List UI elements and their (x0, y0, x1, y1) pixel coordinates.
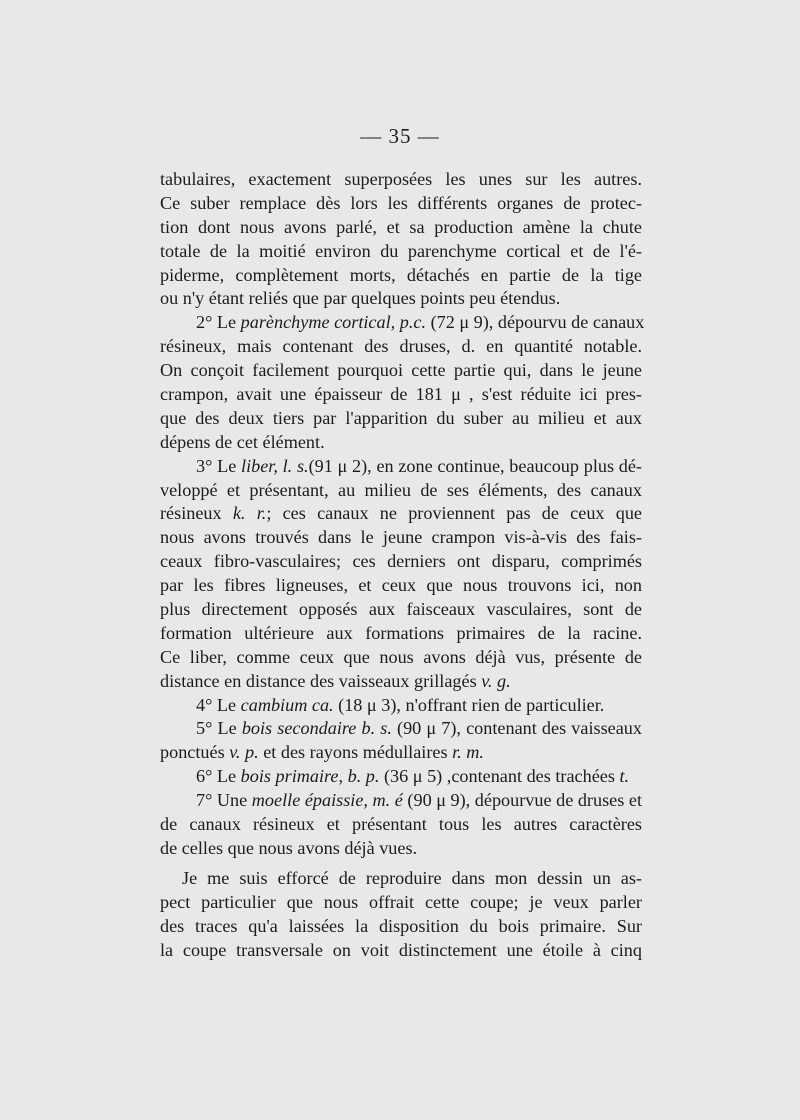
italic-term: r. m. (452, 742, 484, 763)
italic-term: t. (619, 766, 630, 787)
text-run: 4° Le (196, 694, 241, 715)
italic-term: parènchyme cortical, p.c. (240, 312, 427, 333)
text-run: résineux (160, 503, 233, 524)
text-run: (90 μ 7), contenant des vaisseaux (391, 718, 642, 739)
paragraph-bois-primaire (160, 765, 642, 789)
text-line (160, 502, 642, 526)
text-line (160, 741, 642, 765)
text-run: 7° Une (196, 790, 252, 811)
text-run: ponctués (160, 742, 230, 763)
text-line: Ce liber, comme ceux que nous avons déjà vus, présente de (160, 646, 642, 667)
text-line: piderme, complètement morts, détachés en partie de la tige (160, 264, 642, 285)
text-run: distance en distance des vaisseaux grillagés (160, 670, 482, 691)
text-run: (18 μ 3), n'offrant rien de particulier. (333, 694, 605, 715)
text-run: (90 μ 9), dépourvue de druses et (402, 790, 642, 811)
text-run: 2° Le (196, 312, 241, 333)
text-run: ; ces canaux ne proviennent pas de ceux que (266, 503, 642, 524)
text-line (160, 670, 642, 694)
text-run: 3° Le (196, 455, 242, 476)
text-line: que des deux tiers par l'apparition du suber au milieu et aux (160, 407, 642, 428)
paragraph-dessin: Je me suis efforcé de reproduire dans mon dessin un as- (182, 867, 642, 888)
text-line: par les fibres ligneuses, et ceux que nous trouvons ici, non (160, 575, 642, 596)
italic-term: bois secondaire b. s. (241, 718, 392, 739)
text-line: formation ultérieure aux formations primaires de la racine. (160, 622, 642, 643)
text-run: 6° Le (196, 766, 241, 787)
text-line: On conçoit facilement pourquoi cette partie qui, dans le jeune (160, 360, 642, 381)
text-run: (36 μ 5) ,contenant des trachées (379, 766, 620, 787)
text-line: la coupe transversale on voit distinctement une étoile à cinq (160, 939, 642, 960)
text-line: tion dont nous avons parlé, et sa production amène la chute (160, 216, 642, 237)
italic-term: liber, l. s. (241, 455, 309, 476)
text-line: nous avons trouvés dans le jeune crampon vis-à-vis des fais- (160, 527, 642, 548)
text-line: ceaux fibro-vasculaires; ces derniers ont disparu, comprimés (160, 551, 642, 572)
text-run: 5° Le (196, 718, 242, 739)
paragraph-moelle (160, 789, 642, 813)
text-line: dépens de cet élément. (160, 431, 325, 452)
text-line: ou n'y étant reliés que par quelques points peu étendus. (160, 288, 561, 309)
italic-term: v. g. (481, 670, 511, 691)
italic-term: v. p. (229, 742, 259, 763)
paragraph-liber (160, 455, 642, 479)
text-line: de celles que nous avons déjà vues. (160, 837, 418, 858)
paragraph-parenchyme (160, 311, 645, 335)
text-run: (91 μ 2), en zone continue, beaucoup plus dé- (308, 455, 642, 476)
paragraph-cambium (160, 694, 642, 718)
text-line: veloppé et présentant, au milieu de ses éléments, des canaux (160, 479, 642, 500)
text-run: (72 μ 9), dépourvu de canaux (426, 312, 645, 333)
text-line: tabulaires, exactement superposées les unes sur les autres. (160, 169, 642, 189)
page-number: — 35 — (360, 124, 440, 148)
italic-term: k. r. (232, 503, 267, 524)
text-line: des traces qu'a laissées la disposition du bois primaire. Sur (160, 915, 642, 936)
text-line: de canaux résineux et présentant tous les autres caractères (160, 814, 642, 835)
text-line: résineux, mais contenant des druses, d. en quantité notable. (160, 336, 642, 357)
text-line: plus directement opposés aux faisceaux vasculaires, sont de (160, 599, 642, 620)
italic-term: bois primaire, b. p. (240, 766, 380, 787)
italic-term: moelle épaissie, m. é (251, 790, 403, 811)
text-line: totale de la moitié environ du parenchyme cortical et de l'é- (160, 240, 642, 261)
text-run: et des rayons médullaires (258, 742, 453, 763)
body-text (160, 168, 645, 962)
italic-term: cambium ca. (240, 694, 334, 715)
text-line: crampon, avait une épaisseur de 181 μ , s'est réduite ici pres- (160, 384, 642, 405)
text-line: pect particulier que nous offrait cette coupe; je veux parler (160, 891, 642, 912)
text-line: Ce suber remplace dès lors les différents organes de protec- (160, 192, 642, 213)
paragraph-bois-secondaire (160, 717, 642, 741)
